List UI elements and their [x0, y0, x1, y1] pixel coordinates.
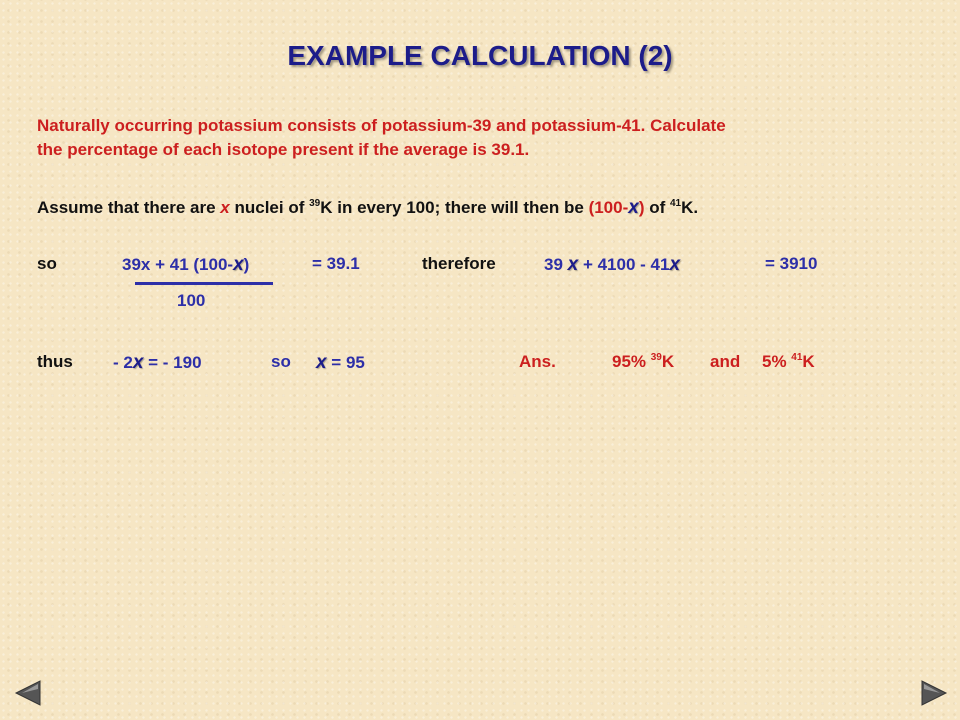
- eq1-rhs-b: + 4100 - 41: [578, 255, 670, 274]
- eq1-lhs-text: 39x + 41 (100-: [122, 255, 234, 274]
- eq2-solution-value: = 95: [326, 353, 365, 372]
- eq1-rhs: [544, 254, 680, 276]
- triangle-right-icon: [922, 681, 946, 705]
- assume-text-a: Assume that there are: [37, 198, 221, 217]
- problem-line-1: Naturally occurring potassium consists of potassium-39 and potassium-41. Calculate: [37, 116, 726, 135]
- eq1-therefore: therefore: [422, 254, 496, 273]
- variable-x: x: [567, 254, 579, 275]
- eq2-thus: thus: [37, 352, 73, 371]
- paren-open: (100-: [588, 198, 629, 217]
- answer-k39-symbol: K: [661, 352, 675, 371]
- variable-x: x: [628, 197, 639, 218]
- problem-line-2: the percentage of each isotope present if the average is 39.1.: [37, 140, 530, 159]
- eq1-so: so: [37, 254, 57, 273]
- answer-and: and: [710, 352, 741, 371]
- answer-k41-symbol: K: [802, 352, 815, 371]
- variable-x: x: [233, 254, 244, 275]
- mass-number-41: 41: [670, 198, 682, 209]
- paren-close: ): [638, 198, 645, 217]
- answer-label: Ans.: [519, 352, 556, 371]
- triangle-left-icon: [16, 681, 40, 705]
- assume-text-e: K.: [681, 198, 699, 217]
- assume-text-b: nuclei of: [229, 198, 310, 217]
- answer-k39-percent: 95%: [612, 352, 651, 371]
- answer-k41: [762, 352, 815, 372]
- eq2-solution: [316, 352, 365, 374]
- eq1-lhs-close: ): [243, 255, 250, 274]
- next-slide-button[interactable]: [918, 678, 950, 708]
- fraction-denominator: 100: [177, 291, 206, 310]
- variable-x: x: [132, 352, 144, 373]
- assume-text-c: K in every 100; there will then be: [320, 198, 589, 217]
- eq1-equals: = 39.1: [312, 254, 360, 273]
- eq1-rhs-a: 39: [544, 255, 568, 274]
- eq2-left-a: - 2: [113, 353, 133, 372]
- eq2-so: so: [271, 352, 291, 371]
- assumption-line: [37, 197, 698, 219]
- fraction-bar: [135, 282, 273, 285]
- answer-k39: [612, 352, 674, 372]
- mass-number-39: 39: [309, 198, 321, 209]
- variable-x: x: [220, 198, 230, 217]
- mass-number-41: 41: [791, 352, 803, 363]
- mass-number-39: 39: [650, 352, 662, 363]
- variable-x: x: [316, 352, 327, 373]
- assume-text-d: of: [644, 198, 670, 217]
- eq2-left-b: = - 190: [143, 353, 202, 372]
- slide-title: EXAMPLE CALCULATION (2): [287, 40, 673, 71]
- eq2-left: [113, 352, 202, 374]
- prev-slide-button[interactable]: [12, 678, 44, 708]
- eq1-result: = 3910: [765, 254, 818, 273]
- eq1-lhs: [122, 254, 249, 276]
- answer-k41-percent: 5%: [762, 352, 792, 371]
- variable-x: x: [669, 254, 681, 275]
